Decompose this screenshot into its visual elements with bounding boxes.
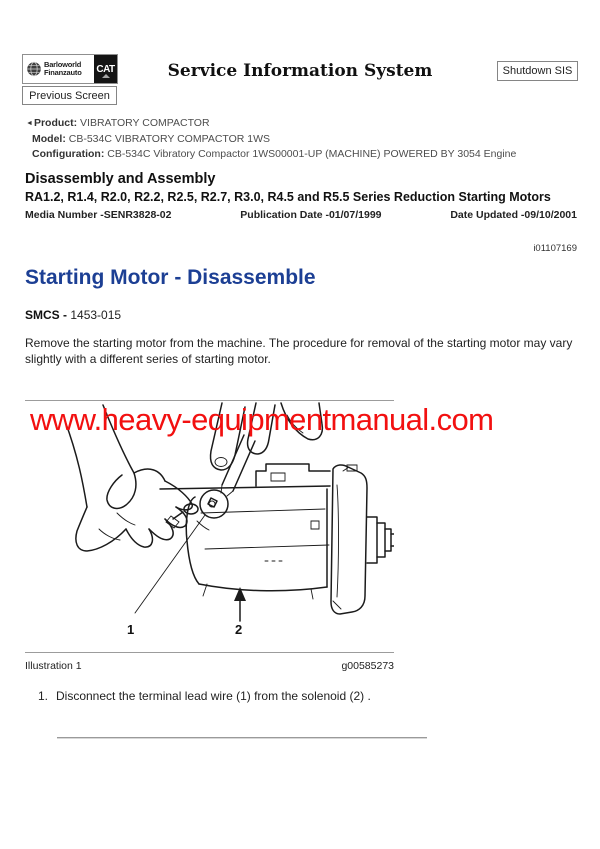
illustration-caption: Illustration 1 bbox=[25, 660, 82, 672]
smcs-value: 1453-015 bbox=[70, 308, 122, 322]
previous-screen-button[interactable]: Previous Screen bbox=[22, 86, 117, 105]
starting-motor-body-drawing bbox=[160, 464, 394, 614]
wrench-drawing bbox=[200, 435, 255, 518]
watermark-text: www.heavy-equipmentmanual.com bbox=[30, 402, 494, 437]
document-meta-row bbox=[25, 209, 577, 221]
configuration-row bbox=[26, 147, 516, 163]
cat-logo-text: CAT bbox=[96, 63, 115, 75]
illustration-figure-id: g00585273 bbox=[341, 660, 394, 672]
document-header bbox=[25, 171, 577, 221]
model-label: Model: bbox=[32, 132, 66, 145]
smcs-code bbox=[25, 308, 121, 322]
dealer-name-line2: Finanzauto bbox=[44, 68, 82, 77]
dealer-name-line1: Barloworld bbox=[44, 59, 82, 69]
callout-leader-1 bbox=[127, 515, 205, 637]
callout-1-label: 1 bbox=[127, 622, 135, 637]
illustration-caption-row bbox=[25, 660, 394, 672]
smcs-label: SMCS - bbox=[25, 308, 71, 322]
model-row bbox=[26, 132, 516, 148]
product-value: VIBRATORY COMPACTOR bbox=[77, 117, 210, 129]
step-text: Disconnect the terminal lead wire (1) from the solenoid (2) . bbox=[56, 689, 371, 703]
page-title: Service Information System bbox=[167, 61, 433, 81]
configuration-value: CB-534C Vibratory Compactor 1WS00001-UP (MACHINE) POWERED BY 3054 Engine bbox=[104, 148, 517, 160]
article-title: Starting Motor - Disassemble bbox=[25, 266, 316, 289]
step-number: 1. bbox=[38, 689, 49, 703]
product-info bbox=[26, 116, 516, 163]
procedure-step-1 bbox=[38, 689, 371, 703]
product-label: Product: bbox=[33, 117, 78, 129]
intro-paragraph: Remove the starting motor from the machine. The procedure for removal of the starting motor may vary slightly with a different series of starting motor. bbox=[25, 336, 573, 366]
date-updated: Date Updated -09/10/2001 bbox=[450, 209, 577, 221]
document-id: i01107169 bbox=[533, 243, 577, 254]
callout-arrow-2 bbox=[234, 587, 246, 637]
callout-2-label: 2 bbox=[235, 622, 243, 637]
starting-motor-line-drawing bbox=[25, 401, 394, 654]
shutdown-sis-button[interactable]: Shutdown SIS bbox=[497, 61, 578, 81]
section-divider bbox=[57, 737, 427, 739]
media-number: Media Number -SENR3828-02 bbox=[25, 209, 172, 221]
product-row bbox=[26, 116, 516, 132]
publication-date: Publication Date -01/07/1999 bbox=[240, 209, 382, 221]
model-value: CB-534C VIBRATORY COMPACTOR 1WS bbox=[65, 132, 271, 145]
collapse-arrow-icon[interactable]: ◄ bbox=[26, 120, 33, 127]
document-subtitle: RA1.2, R1.4, R2.0, R2.2, R2.5, R2.7, R3.0, R4.5 and R5.5 Series Reduction Starting Motors bbox=[25, 190, 551, 204]
document-section-title: Disassembly and Assembly bbox=[25, 171, 216, 187]
configuration-label: Configuration: bbox=[32, 148, 105, 160]
